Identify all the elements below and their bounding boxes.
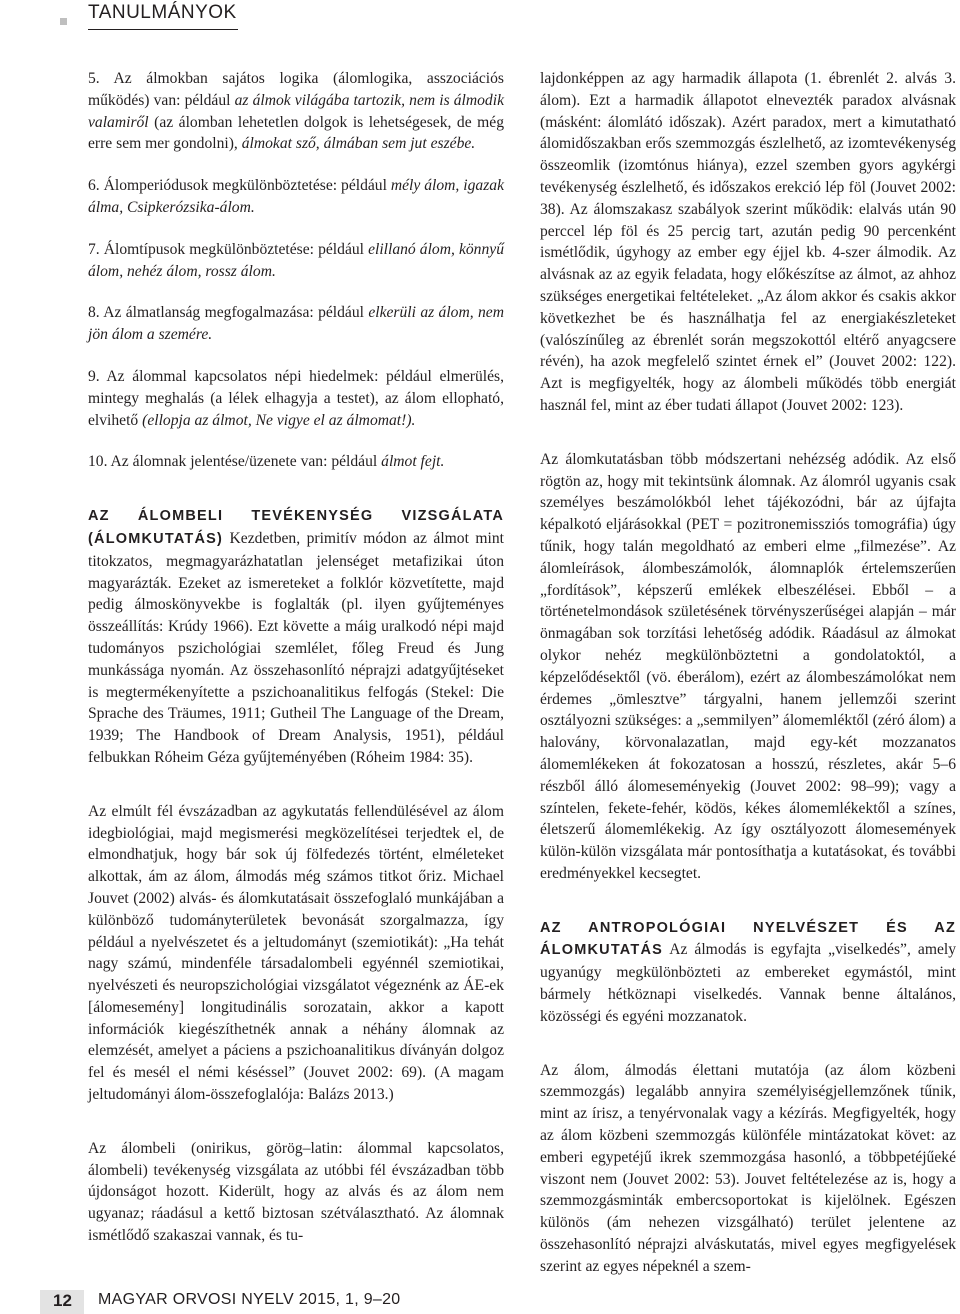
text-run: Az álomkutatásban több módszertani nehézség adódik. Az első rögtön az, hogy mit tekintsünk álomnak. Az álomról ugyanis csak személyes beszámolókból lehet tájékozódni, bár az újfajta képalkotó eljárásokkal (PET = pozitronemissziós tomográfia) úgy tűnik, hogy talán megoldható az emberi elme „filmezése”. Az álomleírások, álombeszámolók, álomnaplók értelemszerűen „fordítások”, képszerű emlékek elbeszélései. Ebből – a történetelmondások születésének törvényszerűségei alapján – már önmagában sok torzítási lehetőség adódik. Ráadásul az álmokat olykor nehéz megkülönböztetni a gondolatoktól, a képzelődésektől (vö. éberálom), ezért az álombeszámolókat nem érdemes „ömlesztve” tárgyalni, hanem jellemzői szerint osztályozni szükséges: a „semmilyen” álomemléktől (zéró álom) a halovány, körvonalazatlan, majd egy-két mozzanatos álomemlékeken át fokozatosan a hosszú, részletes, akár 5–6 részből álló álomeseményekig (Jouvet 2002: 98–99); vagy a színtelen, fekete-fehér, ködös, kékes álomemlékektől a színes, életszerű álomemlékekig. Az így osztályozott álomesemények külön-külön vizsgálata már pontosíthatja a kutatásokat, és további eredményekkel kecsegtet. bbox=[540, 450, 956, 882]
text-run: 8. Az álmatlanság megfogalmazása: például bbox=[88, 304, 369, 322]
text-run: 7. Álomtípusok megkülönböztetése: például bbox=[88, 240, 369, 258]
text-run: Az álom, álmodás élettani mutatója (az álom közbeni szemmozgás) legalább annyira személyiségjellemzőnek tűnik, mint az írisz, a tenyérvonalak vagy a kézírás. Megfigyelték, hogy az álom közbeni szemmozgás különféle mintázatokat követ: az emberi egypetéjű ikrek szemmozgása hasonló, a többpetéjűeké viszont nem (Jouvet 2002: 53). Jouvet feltételezése az is, hogy a szemmozgásminták embercsoportokat is kijelölnek. Egészen különös (ám nehezen vizsgálható) terület jelentene az összehasonlító néprajzi alváskutatás, mivel egyes megfigyelések szerint az egyes népeknél a szem- bbox=[540, 1061, 956, 1275]
header-rule bbox=[88, 29, 238, 30]
italic-example: elkerüli az álom, nem jön álom a szemére. bbox=[88, 304, 504, 344]
section-label: TANULMÁNYOK bbox=[88, 2, 237, 23]
text-run: (az álomban lehetetlen dolgok is lehetségesek, de még erre sem mer gondolni), bbox=[88, 113, 504, 153]
running-header bbox=[0, 0, 960, 36]
text-run: lajdonképpen az agy harmadik állapota (1. ébrenlét 2. alvás 3. álom). Ezt a harmadik állapotot elnevezték paradox alvásnak (másként: álomlátó időszak). Azért paradox, mert a kimutatható álomidőszakban erős szemmozgás észlelhető, az izomtevékenység összeomlik (izomtónus hiánya), ezzel szemben gyors agykérgi tevékenység észlelhető, és időszakos erekció lép föl (Jouvet 2002: 38). Az álomszakasz szabályok szerint működik: elalvás után 90 perccel lép föl és 25 percig tart, azután pedig 90 percenként ismétlődik, úgyhogy az ember egy éjjel kb. 4-szer álmodik. Az alvásnak az az egyik feladata, hogy előkészítse az álmot, az ahhoz szükséges energetikai feltételeket. „Az álom akkor és csakis akkor következhet be és használhatja fel az energiakészleteket (valószínűleg az ébrenlét során megszokottól eltérő anyagcsere révén), ha azok megfelelő szintet érnek el” (Jouvet 2002: 122). Azt is megfigyelték, hogy az álombeli működés több energiát használ fel, mint az éber tudati állapot (Jouvet 2002: 123). bbox=[540, 70, 956, 414]
paragraph bbox=[540, 449, 956, 885]
text-run: 6. Álomperiódusok megkülönböztetése: például bbox=[88, 177, 391, 195]
right-text-column bbox=[540, 68, 956, 1278]
paragraph bbox=[540, 68, 956, 417]
section-heading: AZ ÁLOMBELI TEVÉKENYSÉG VIZSGÁLATA (ÁLOMKUTATÁS) bbox=[88, 508, 504, 547]
section-paragraph-antropologia bbox=[540, 917, 956, 1028]
paragraph bbox=[88, 175, 504, 219]
left-text-column bbox=[88, 68, 504, 1247]
italic-example: mély álom, igazak álma, Csipkerózsika-álom. bbox=[88, 177, 504, 216]
text-run: Az elmúlt fél évszázadban az agykutatás fellendülésével az álom idegbiológiai, majd megismerési megközelítései terjedtek el, de elmondhatjuk, hogy bár sok új fölfedezés történt, elméleteket alkottak, ám az álom, álmodás még számos titkot őriz. Michael Jouvet (2002) alvás- és álomkutatásait összefoglaló munkájában a különböző tudományterületek bevonását szorgalmazza, így például a nyelvészetet és a jeltudományt (szemiotikát): „Ha tehát nagy számú, mindenféle társadalombeli egyénnél szemiotikai, nyelvészeti és neuropszichológiai vizsgálatot végeznénk az ÁE-ek [álomesemény] longitudinális sorozatain, akkor a kapott információk kiegészíthetnék annak a néhány álomnak az elemzését, amelyet a páciens a pszichoanalitikus díványán dolgoz fel és mesél el némi késéssel” (Jouvet 2002: 69). (A magam jeltudományi álom-összefoglalója: Balázs 2013.) bbox=[88, 802, 504, 1104]
paragraph bbox=[88, 801, 504, 1106]
paragraph bbox=[88, 68, 504, 155]
text-run: 10. Az álomnak jelentése/üzenete van: például bbox=[88, 453, 382, 471]
paragraph bbox=[540, 1060, 956, 1278]
italic-example: álmokat sző, álmában sem jut eszébe. bbox=[241, 135, 476, 153]
italic-example: (ellopja az álmot, Ne vigye el az álmomat!). bbox=[142, 411, 416, 429]
paragraph bbox=[88, 451, 504, 473]
paragraph bbox=[88, 366, 504, 431]
italic-example: elillanó álom, könnyű álom, nehéz álom, rossz álom. bbox=[88, 240, 504, 280]
text-run: Az álmodás is egyfajta „viselkedés”, amely ugyanúgy megkülönbözteti az embereket egymástól, mint bármely hétköznapi viselkedés. Vannak benne általános, közösségi és egyéni mozzanatok. bbox=[540, 941, 956, 1025]
page-footer bbox=[0, 1280, 960, 1314]
journal-citation: MAGYAR ORVOSI NYELV 2015, 1, 9–20 bbox=[98, 1291, 401, 1308]
paragraph bbox=[88, 302, 504, 346]
text-run: 9. Az álommal kapcsolatos népi hiedelmek: például elmerülés, mintegy meghalás (a lélek elhagyja a testet), az álom ellopható, elvihető bbox=[88, 367, 504, 429]
section-paragraph-alvaskutatas bbox=[88, 505, 504, 769]
text-run: 5. Az álmokban sajátos logika (álomlogika, asszociációs működés) van: például bbox=[88, 70, 504, 109]
section-heading: AZ ANTROPOLÓGIAI NYELVÉSZET ÉS AZ ÁLOMKUTATÁS bbox=[540, 919, 956, 959]
text-run: Kezdetben, primitív módon az álmot mint titokzatos, megmagyarázhatatlan jelenséget metafizikai úton magyarázták. Ezeket az ismereteket a folklór közvetítette, majd pedig álmoskönyvekbe is foglalták (pl. ilyen gyűjteményes összeállítás: Krúdy 1966). Ezt követte a máig uralkodó népi majd tudományos pszichológiai szemlélet, főleg Freud és Jung munkássága nyomán. Az összehasonlító néprajzi adatgyűjtéseket is megtermékenyítette a pszichoanalitikus felfogás (Stekel: Die Sprache des Träumes, 1911; Gutheil The Language of the Dream, 1939; The Handbook of Dream Analysis, 1951), például felbukkan Róheim Géza gyűjteményében (Róheim 1984: 35). bbox=[88, 529, 504, 766]
italic-example: álmot fejt. bbox=[381, 453, 445, 471]
paragraph bbox=[88, 239, 504, 283]
text-run: Az álombeli (onirikus, görög–latin: álommal kapcsolatos, álombeli) tevékenység vizsgálata az utóbbi fél évszázadban több újdonságot hozott. Kiderült, hogy az alvás és az álom nem ugyanaz; ráadásul a kettő biztosan szétválasztható. Az álomnak ismétlődő szakaszai vannak, és tu- bbox=[88, 1139, 504, 1245]
italic-example: az álmok világába tartozik, nem is álmodik valamiről bbox=[88, 91, 504, 131]
header-square-ornament bbox=[60, 18, 67, 25]
paragraph bbox=[88, 1138, 504, 1247]
page-number: 12 bbox=[53, 1291, 72, 1310]
